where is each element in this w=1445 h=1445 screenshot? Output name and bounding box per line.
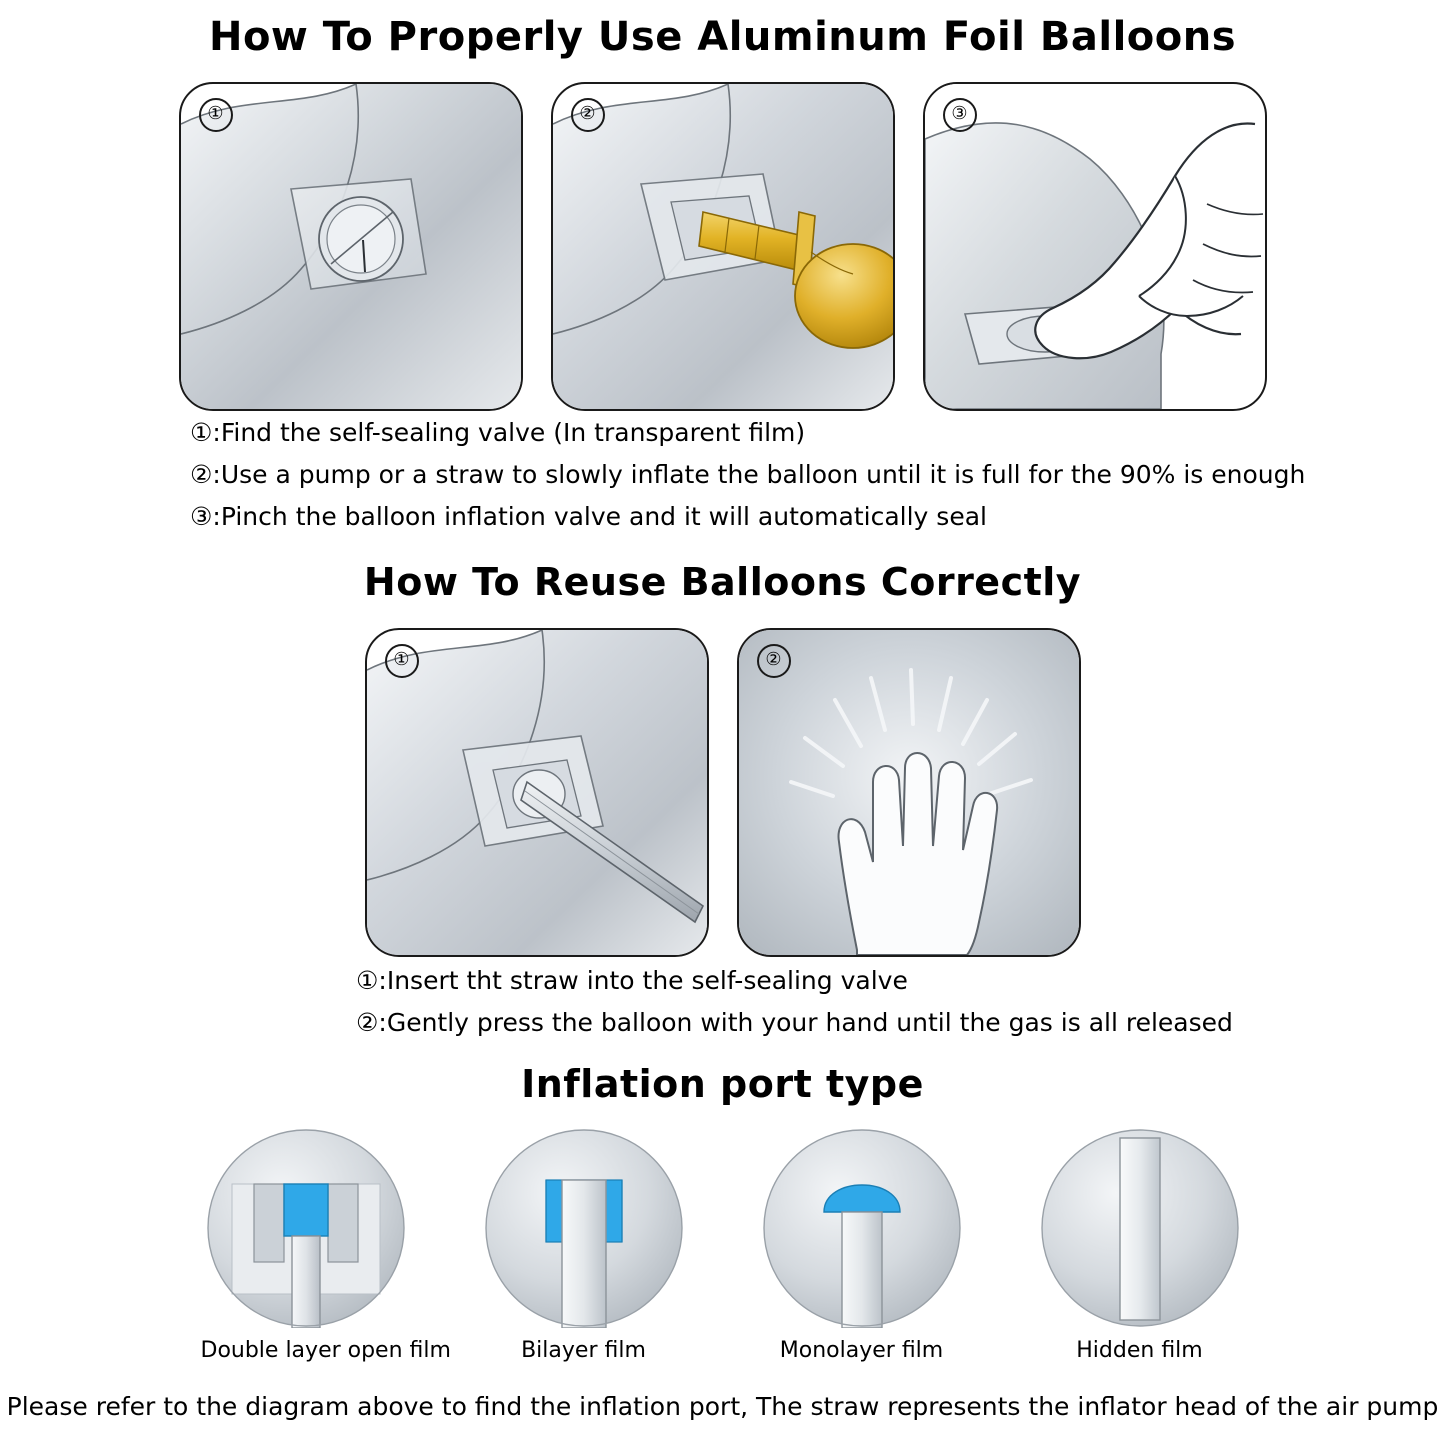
inflation-port-row [0, 1128, 1445, 1363]
port-label: Hidden film [1076, 1338, 1203, 1363]
port-item-monolayer-film [757, 1128, 967, 1363]
port-label: Monolayer film [779, 1338, 944, 1363]
use-captions [190, 412, 1306, 538]
port-item-hidden-film [1035, 1128, 1245, 1363]
panel-hand-pressing [737, 628, 1081, 957]
panel-hand-pinching [923, 82, 1267, 411]
caption-use-2: ②:Use a pump or a straw to slowly inflate the balloon until it is full for the 90% is enough [190, 460, 1306, 489]
caption-use-1: ①:Find the self-sealing valve (In transparent film) [190, 418, 806, 447]
port-label: Double layer open film [200, 1338, 451, 1363]
reuse-captions [356, 960, 1356, 1044]
reuse-section-title: How To Reuse Balloons Correctly [363, 560, 1082, 604]
footer-note: Please refer to the diagram above to find the inflation port, The straw represents the inflator head of the air pump [6, 1392, 1439, 1421]
caption-reuse-1: ①:Insert tht straw into the self-sealing valve [356, 966, 908, 995]
step-number-badge: ② [571, 98, 605, 132]
port-item-bilayer-film [479, 1128, 689, 1363]
step-number-badge: ① [385, 644, 419, 678]
port-label: Bilayer film [521, 1338, 646, 1363]
port-monolayer-film-icon [762, 1128, 962, 1328]
use-steps-row [0, 82, 1445, 411]
panel-straw-inserted [365, 628, 709, 957]
panel-valve-closeup [179, 82, 523, 411]
port-hidden-film-icon [1040, 1128, 1240, 1328]
caption-use-3: ③:Pinch the balloon inflation valve and it will automatically seal [190, 502, 987, 531]
port-bilayer-film-icon [484, 1128, 684, 1328]
caption-reuse-2: ②:Gently press the balloon with your hand until the gas is all released [356, 1008, 1233, 1037]
panel-pump-inflating [551, 82, 895, 411]
step-number-badge: ① [199, 98, 233, 132]
port-section-title: Inflation port type [521, 1062, 924, 1106]
page-title: How To Properly Use Aluminum Foil Balloons [208, 14, 1237, 60]
port-double-layer-open-film-icon [206, 1128, 406, 1328]
port-item-double-layer-open-film [200, 1128, 451, 1363]
step-number-badge: ② [757, 644, 791, 678]
reuse-steps-row [0, 628, 1445, 957]
step-number-badge: ③ [943, 98, 977, 132]
